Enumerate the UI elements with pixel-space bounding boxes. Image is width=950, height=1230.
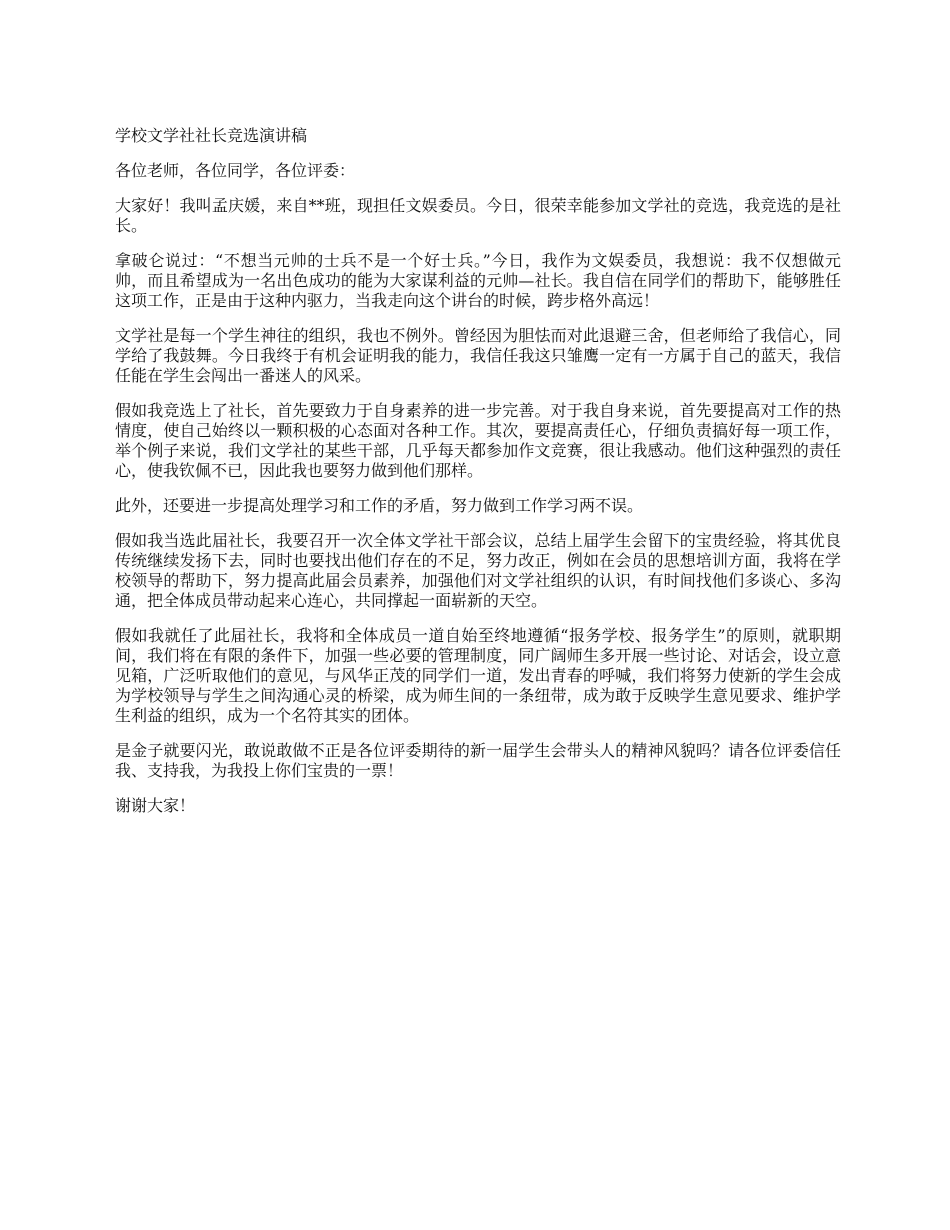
paragraph-napoleon-quote: 拿破仑说过：“不想当元帅的士兵不是一个好士兵。”今日，我作为文娱委员，我想说：我不仅想做元帅，而且希望成为一名出色成功的能为大家谋利益的元帅—社长。我自信在同学们的帮助下，能够胜任这项工作，正是由于这种内驱力，当我走向这个讲台的时候，跨步格外高远！ [115,251,841,310]
paragraph-thanks: 谢谢大家！ [115,796,196,815]
paragraph-principles: 假如我就任了此届社长，我将和全体成员一道自始至终地遵循“报务学校、报务学生”的原则，就职期间，我们将在有限的条件下，加强一些必要的管理制度，同广阔师生多开展一些讨论、对话会，设立意见箱，广泛听取他们的意见，与风华正茂的同学们一道，发出青春的呼喊，我们将努力使新的学生会成为学校领导与学生之间沟通心灵的桥梁，成为师生间的一条纽带，成为敢于反映学生意见要求、维护学生利益的组织，成为一个名符其实的团体。 [115,626,841,725]
paragraph-self-improvement: 假如我竞选上了社长，首先要致力于自身素养的进一步完善。对于我自身来说，首先要提高对工作的热情度，使自己始终以一颗积极的心态面对各种工作。其次，要提高责任心，仔细负责搞好每一项工作，举个例子来说，我们文学社的某些干部，几乎每天都参加作文竞赛，很让我感动。他们这种强烈的责任心，使我钦佩不已，因此我也要努力做到他们那样。 [115,401,841,480]
document-title: 学校文学社社长竞选演讲稿 [115,126,308,145]
paragraph-meeting-plan: 假如我当选此届社长，我要召开一次全体文学社干部会议，总结上届学生会留下的宝贵经验，将其优良传统继续发扬下去，同时也要找出他们存在的不足，努力改正，例如在会员的思想培训方面，我将在学校领导的帮助下，努力提高此届会员素养，加强他们对文学社组织的认识，有时间找他们多谈心、多沟通，把全体成员带动起来心连心，共同撑起一面崭新的天空。 [115,531,841,610]
document-page [115,126,841,831]
paragraph-appeal: 是金子就要闪光，敢说敢做不正是各位评委期待的新一届学生会带头人的精神风貌吗？请各位评委信任我、支持我，为我投上你们宝贵的一票！ [115,741,841,780]
paragraph-literature-club: 文学社是每一个学生神往的组织，我也不例外。曾经因为胆怯而对此退避三舍，但老师给了我信心，同学给了我鼓舞。今日我终于有机会证明我的能力，我信任我这只雏鹰一定有一方属于自己的蓝天，我信任能在学生会闯出一番迷人的风采。 [115,326,841,385]
paragraph-introduction: 大家好！我叫孟庆媛，来自**班，现担任文娱委员。今日，很荣幸能参加文学社的竞选，我竞选的是社长。 [115,196,841,235]
paragraph-greeting: 各位老师，各位同学，各位评委： [115,161,356,180]
paragraph-study-balance: 此外，还要进一步提高处理学习和工作的矛盾，努力做到工作学习两不误。 [115,496,644,515]
